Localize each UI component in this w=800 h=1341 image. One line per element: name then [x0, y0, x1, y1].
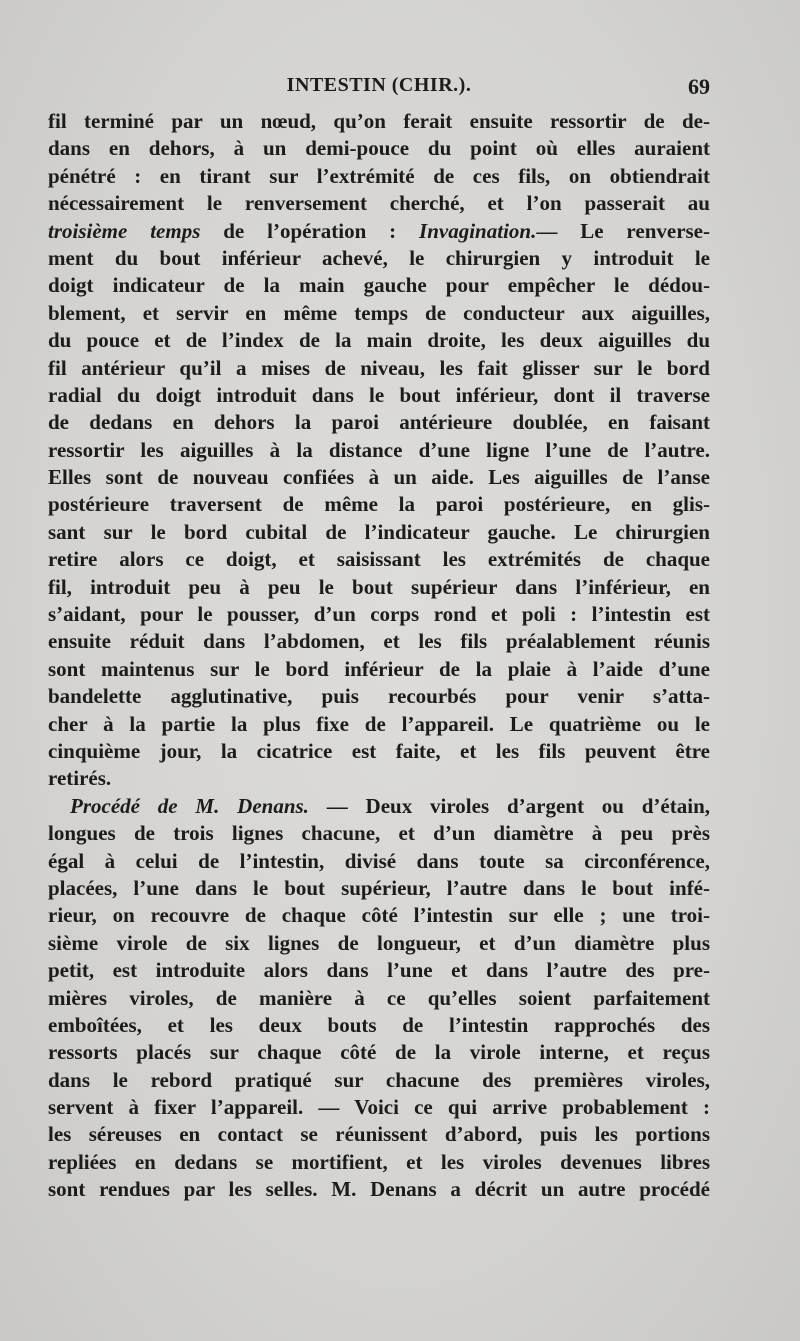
text-line: mières viroles, de manière à ce qu’elles soient parfaitement — [48, 985, 710, 1010]
text-line: de dedans en dehors la paroi antérieure doublée, en faisant — [48, 410, 710, 435]
text-line: Elles sont de nouveau confiées à un aide. Les aiguilles de l’anse — [48, 465, 710, 490]
text-line: les séreuses en contact se réunissent d’abord, puis les portions — [48, 1122, 710, 1147]
text-line: ressortir les aiguilles à la distance d’une ligne l’une de l’autre. — [48, 437, 710, 462]
text-line: cher à la partie la plus fixe de l’appareil. Le quatrième ou le — [48, 711, 710, 736]
text-line: placées, l’une dans le bout supérieur, l’autre dans le bout infé- — [48, 875, 710, 900]
italic-span: Procédé de M. Denans. — [70, 793, 309, 818]
text-line: dans en dehors, à un demi-pouce du point où elles auraient — [48, 136, 710, 161]
text-line: radial du doigt introduit dans le bout inférieur, dont il traverse — [48, 382, 710, 407]
running-title: INTESTIN (CHIR.). — [286, 74, 472, 96]
text-line: ressorts placés sur chaque côté de la virole interne, et reçus — [48, 1040, 710, 1065]
text-line: petit, est introduite alors dans l’une et dans l’autre des pre- — [48, 958, 710, 983]
text-line: retirés. — [48, 766, 112, 791]
text-line: doigt indicateur de la main gauche pour empêcher le dédou- — [48, 273, 710, 298]
text-line: cinquième jour, la cicatrice est faite, et les fils peuvent être — [48, 738, 710, 763]
text-line: sont maintenus sur le bord inférieur de la plaie à l’aide d’une — [48, 656, 710, 681]
text-line: bandelette agglutinative, puis recourbés pour venir s’atta- — [48, 684, 710, 709]
text-line: fil terminé par un nœud, qu’on ferait ensuite ressortir de de- — [48, 109, 710, 133]
italic-span: Invagination. — [419, 218, 537, 243]
text-line — [48, 793, 710, 820]
text-line: longues de trois lignes chacune, et d’un diamètre à peu près — [48, 821, 710, 846]
italic-span: troisième temps — [48, 218, 201, 243]
text-line: emboîtées, et les deux bouts de l’intestin rapprochés des — [48, 1012, 710, 1037]
text-line: rieur, on recouvre de chaque côté l’intestin sur elle ; une troi- — [48, 903, 710, 928]
text-line — [48, 218, 710, 245]
text-line: ment du bout inférieur achevé, le chirurgien y introduit le — [48, 245, 710, 270]
text-line: sant sur le bord cubital de l’indicateur gauche. Le chirurgien — [48, 519, 710, 544]
text-line: pénétré : en tirant sur l’extrémité de ces fils, on obtiendrait — [48, 163, 710, 188]
text-span: — Deux viroles d’argent ou d’étain, — [308, 793, 710, 818]
text-span: de l’opération : — [200, 218, 420, 243]
page-number: 69 — [688, 74, 710, 99]
text-line: sont rendues par les selles. M. Denans a décrit un autre procédé — [48, 1177, 710, 1202]
text-line: fil antérieur qu’il a mises de niveau, les fait glisser sur le bord — [48, 355, 710, 380]
text-line: nécessairement le renversement cherché, et l’on passerait au — [48, 191, 710, 216]
text-line: retire alors ce doigt, et saisissant les extrémités de chaque — [48, 547, 710, 572]
text-line: du pouce et de l’index de la main droite, les deux aiguilles du — [48, 328, 710, 353]
text-line: fil, introduit peu à peu le bout supérieur dans l’inférieur, en — [48, 574, 710, 599]
text-line: blement, et servir en même temps de conducteur aux aiguilles, — [48, 300, 710, 325]
text-line: sième virole de six lignes de longueur, et d’un diamètre plus — [48, 930, 710, 955]
text-line: repliées en dedans se mortifient, et les viroles devenues libres — [48, 1149, 710, 1174]
text-line: égal à celui de l’intestin, divisé dans toute sa circonférence, — [48, 848, 710, 873]
text-line: servent à fixer l’appareil. — Voici ce qui arrive probablement : — [48, 1095, 710, 1120]
text-line: s’aidant, pour le pousser, d’un corps rond et poli : l’intestin est — [48, 602, 710, 627]
text-span: — Le renverse- — [536, 218, 710, 243]
text-line: ensuite réduit dans l’abdomen, et les fils préalablement réunis — [48, 629, 710, 654]
page-header — [48, 74, 710, 104]
text-line: postérieure traversent de même la paroi postérieure, en glis- — [48, 492, 710, 517]
body-text — [48, 108, 710, 1204]
text-line: dans le rebord pratiqué sur chacune des premières viroles, — [48, 1067, 710, 1092]
